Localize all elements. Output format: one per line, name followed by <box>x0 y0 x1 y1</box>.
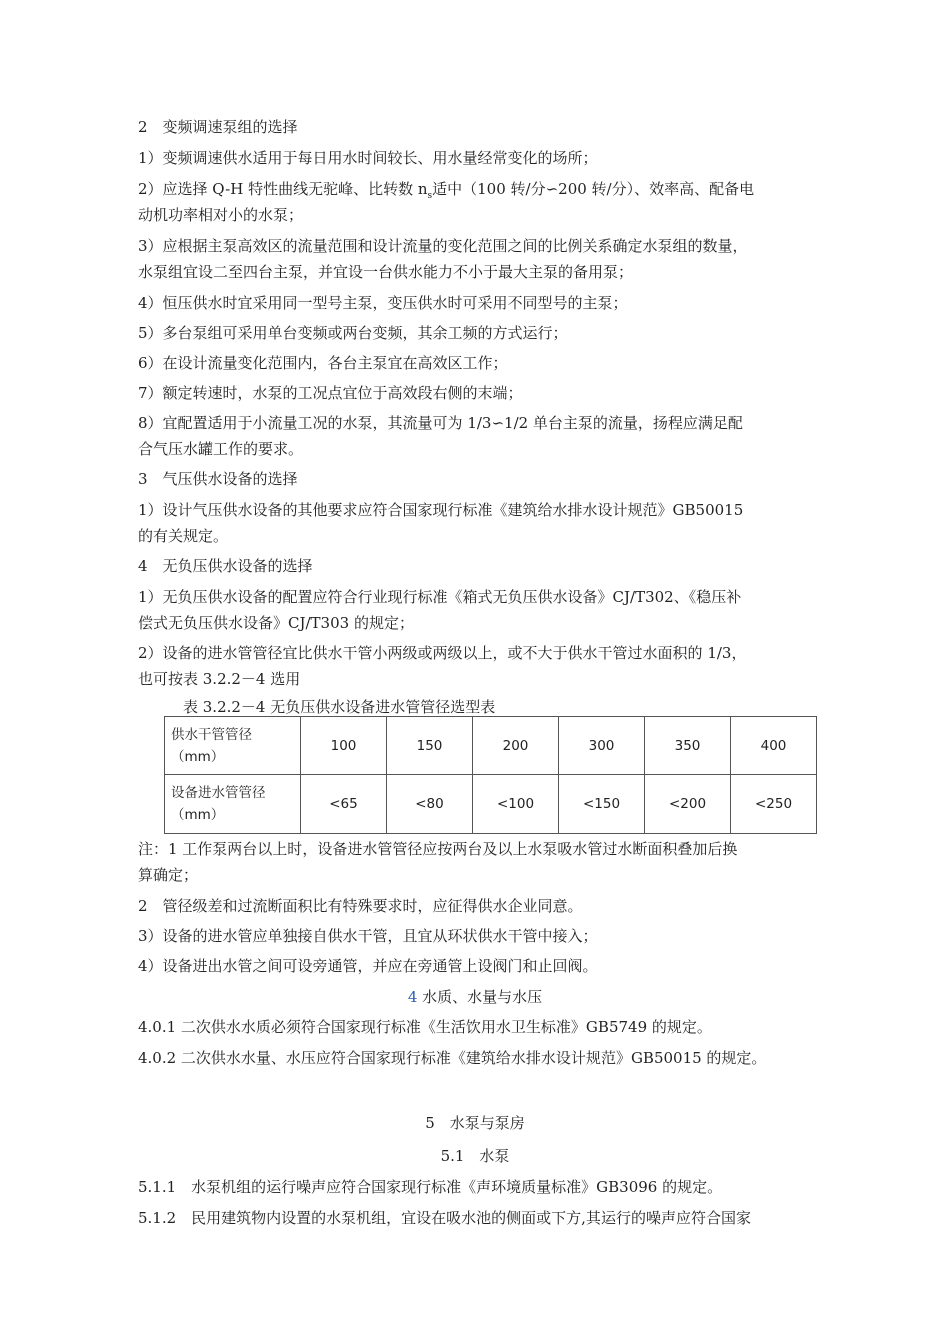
table-cell: 300 <box>559 717 645 775</box>
table-cell: 350 <box>645 717 731 775</box>
paragraph: 5）多台泵组可采用单台变频或两台变频，其余工频的方式运行； <box>138 324 568 342</box>
section-heading-4: 4 水质、水量与水压 <box>407 988 543 1006</box>
table-row <box>165 717 817 775</box>
paragraph: 1）变频调速供水适用于每日用水时间较长、用水量经常变化的场所； <box>138 149 598 167</box>
heading-variable-frequency: 2 变频调速泵组的选择 <box>138 118 298 136</box>
paragraph: 2）应选择 Q-H 特性曲线无驼峰、比转数 $n_s$适中（100 转/分∽200 转/分）、效率高、配备电 <box>138 180 755 201</box>
paragraph: 3）设备的进水管应单独接自供水干管，且宜从环状供水干管中接入； <box>138 927 598 945</box>
table-note: 2 管径级差和过流断面积比有特殊要求时，应征得供水企业同意。 <box>138 897 583 915</box>
table-caption: 表 3.2.2－4 无负压供水设备进水管管径选型表 <box>183 698 496 716</box>
clause-5-1-2: 5.1.2 民用建筑物内设置的水泵机组，宜设在吸水池的侧面或下方,其运行的噪声应符合国家 <box>138 1209 751 1227</box>
pipe-diameter-table <box>164 716 817 834</box>
table-cell: <150 <box>559 775 645 834</box>
table-cell: <80 <box>387 775 473 834</box>
paragraph: 3）应根据主泵高效区的流量范围和设计流量的变化范围之间的比例关系确定水泵组的数量， <box>138 237 748 255</box>
table-cell: 200 <box>473 717 559 775</box>
table-cell: <65 <box>301 775 387 834</box>
paragraph: 水泵组宜设二至四台主泵，并宜设一台供水能力不小于最大主泵的备用泵； <box>138 263 634 281</box>
heading-non-negative-pressure: 4 无负压供水设备的选择 <box>138 557 313 575</box>
paragraph: 4）设备进出水管之间可设旁通管，并应在旁通管上设阀门和止回阀。 <box>138 957 598 975</box>
table-cell: 100 <box>301 717 387 775</box>
paragraph: 也可按表 3.2.2－4 选用 <box>138 670 301 688</box>
heading-pressure-supply: 3 气压供水设备的选择 <box>138 470 298 488</box>
table-note: 算确定； <box>138 866 199 884</box>
table-cell: <200 <box>645 775 731 834</box>
table-cell: <100 <box>473 775 559 834</box>
paragraph: 7）额定转速时，水泵的工况点宜位于高效段右侧的末端； <box>138 384 523 402</box>
clause-5-1-1: 5.1.1 水泵机组的运行噪声应符合国家现行标准《声环境质量标准》GB3096 的规定。 <box>138 1178 723 1196</box>
table-row <box>165 775 817 834</box>
paragraph: 2）设备的进水管管径宜比供水干管小两级或两级以上，或不大于供水干管过水面积的 1/3， <box>138 644 747 662</box>
row-header-main-pipe: 供水干管管径 （mm） <box>165 717 301 775</box>
table-cell: 150 <box>387 717 473 775</box>
row-header-inlet-pipe: 设备进水管管径 （mm） <box>165 775 301 834</box>
paragraph: 的有关规定。 <box>138 527 229 545</box>
paragraph: 6）在设计流量变化范围内，各台主泵宜在高效区工作； <box>138 354 508 372</box>
subsection-heading-5-1: 5.1 水泵 <box>440 1147 510 1165</box>
table-note: 注：1 工作泵两台以上时，设备进水管管径应按两台及以上水泵吸水管过水断面积叠加后换 <box>138 840 738 858</box>
clause-4-0-2: 4.0.2 二次供水水量、水压应符合国家现行标准《建筑给水排水设计规范》GB50015 的规定。 <box>138 1049 767 1067</box>
paragraph: 8）宜配置适用于小流量工况的水泵，其流量可为 1/3∽1/2 单台主泵的流量，扬程应满足配 <box>138 414 743 432</box>
paragraph: 合气压水罐工作的要求。 <box>138 440 304 458</box>
paragraph: 4）恒压供水时宜采用同一型号主泵，变压供水时可采用不同型号的主泵； <box>138 294 628 312</box>
table-cell: <250 <box>731 775 817 834</box>
clause-4-0-1: 4.0.1 二次供水水质必须符合国家现行标准《生活饮用水卫生标准》GB5749 的规定。 <box>138 1018 712 1036</box>
table-cell: 400 <box>731 717 817 775</box>
section-heading-5: 5 水泵与泵房 <box>425 1114 525 1132</box>
paragraph: 1）设计气压供水设备的其他要求应符合国家现行标准《建筑给水排水设计规范》GB50015 <box>138 501 744 519</box>
paragraph: 动机功率相对小的水泵； <box>138 206 304 224</box>
paragraph: 偿式无负压供水设备》CJ/T303 的规定； <box>138 614 414 632</box>
section-number: 4 <box>407 988 418 1006</box>
paragraph: 1）无负压供水设备的配置应符合行业现行标准《箱式无负压供水设备》CJ/T302、《稳压补 <box>138 588 742 606</box>
